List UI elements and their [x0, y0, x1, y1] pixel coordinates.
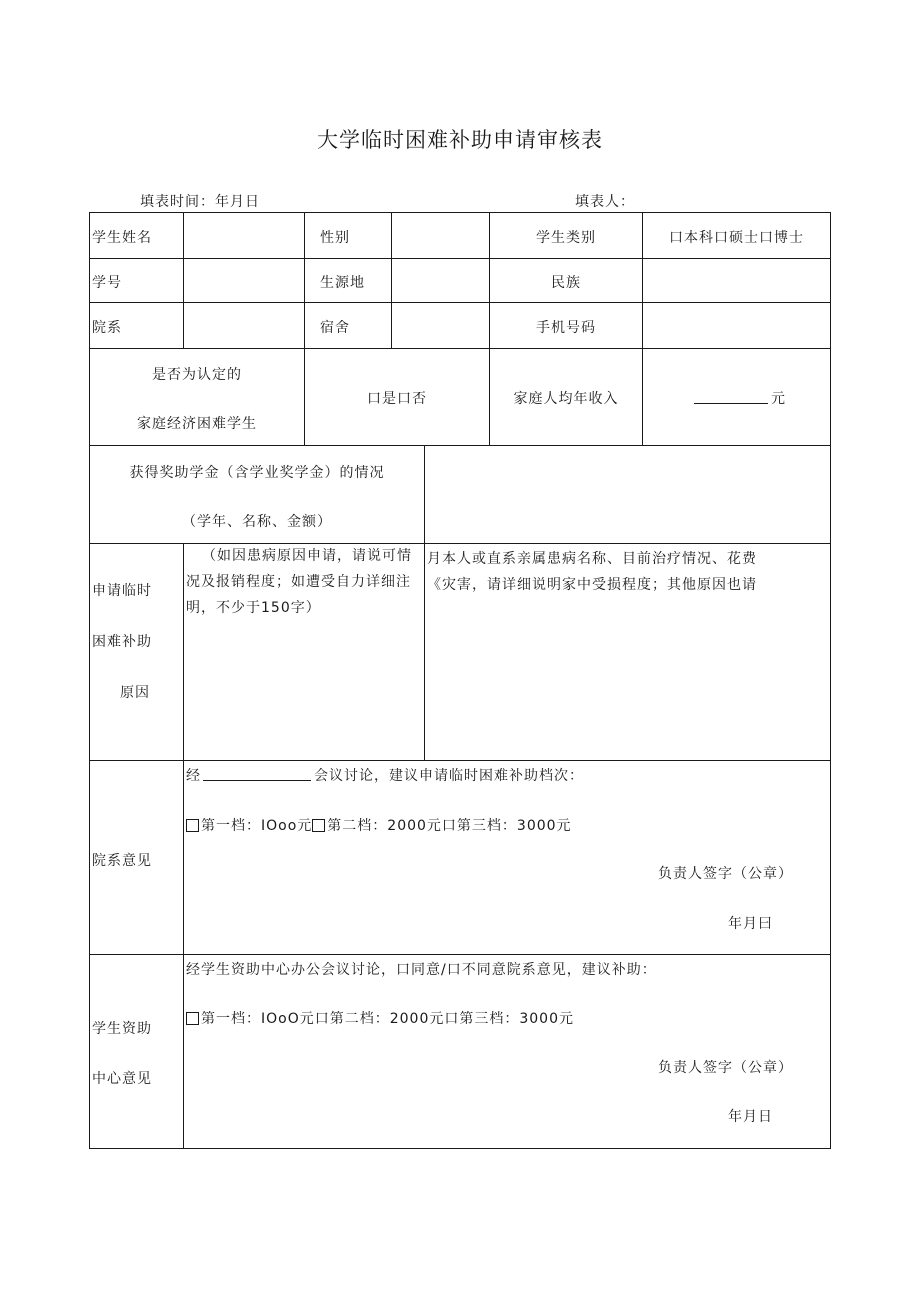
center-tier1-checkbox[interactable] — [186, 1012, 199, 1025]
col-divider — [391, 212, 392, 348]
col-divider — [183, 543, 184, 1149]
department-label: 院系 — [92, 320, 122, 336]
row-divider — [89, 760, 831, 761]
table-border-bottom — [89, 1148, 831, 1149]
student-name-label: 学生姓名 — [92, 230, 152, 246]
origin-label: 生源地 — [320, 275, 365, 291]
col-divider — [424, 445, 425, 760]
dept-line-prefix: 经 — [186, 768, 201, 784]
center-date-label: 年月日 — [728, 1109, 773, 1125]
student-type-options[interactable]: 口本科口硕士口博士 — [669, 230, 804, 246]
row-divider — [89, 445, 831, 446]
scholarship-label-line1: 获得奖助学金（含学业奖学金）的情况 — [129, 465, 385, 481]
dept-tier2-checkbox[interactable] — [312, 819, 325, 832]
reason-note-left: （如因患病原因申请，请说可情况及报销程度；如遭受自力详细注明，不少于150字） — [186, 548, 412, 616]
table-border-top — [89, 212, 831, 213]
page-title: 大学临时困难补助申请审核表 — [317, 128, 603, 152]
ethnicity-label: 民族 — [551, 275, 581, 291]
dept-tier1-checkbox[interactable] — [186, 819, 199, 832]
reason-label-line2: 困难补助 — [92, 634, 152, 650]
center-label-line2: 中心意见 — [92, 1071, 152, 1087]
col-divider — [183, 212, 184, 348]
origin-field[interactable] — [394, 261, 486, 300]
fill-time-label: 填表时间：年月日 — [140, 194, 260, 210]
dorm-field[interactable] — [394, 306, 486, 346]
income-blank[interactable] — [694, 403, 768, 404]
identified-label-line1: 是否为认定的 — [152, 367, 242, 383]
center-discussion-line: 经学生资助中心办公会议讨论，口同意/口不同意院系意见，建议补助： — [186, 962, 657, 978]
student-name-field[interactable] — [186, 216, 300, 256]
filler-label: 填表人： — [575, 194, 635, 210]
center-label-line1: 学生资助 — [92, 1021, 152, 1037]
ethnicity-field[interactable] — [646, 261, 826, 300]
dept-tier1-label: 第一档：IOoo元 — [201, 818, 313, 834]
reason-label-line3: 原因 — [120, 685, 150, 701]
dept-opinion-label: 院系意见 — [92, 853, 152, 869]
scholarship-label-line2: （学年、名称、金额） — [182, 514, 332, 530]
col-divider — [304, 212, 305, 445]
identified-options[interactable]: 口是口否 — [367, 391, 427, 407]
identified-label-line2: 家庭经济困难学生 — [137, 416, 257, 432]
dept-date-label: 年月曰 — [728, 916, 773, 932]
meeting-name-blank[interactable] — [203, 780, 311, 781]
table-border-left — [89, 212, 90, 1149]
reason-note-right-line1: 月本人或直系亲属患病名称、目前治疗情况、花费 — [427, 551, 757, 567]
row-divider — [89, 302, 831, 303]
center-tiers-label: 第一档：IOoO元口第二档：2000元口第三档：3000元 — [201, 1011, 574, 1027]
dept-signature-label: 负责人签字（公章） — [658, 866, 793, 882]
reason-note-right-line2: 《灾害，请详细说明家中受损程度；其他原因也请 — [427, 577, 757, 593]
student-id-field[interactable] — [186, 261, 300, 300]
table-border-right — [830, 212, 831, 1149]
gender-label: 性别 — [320, 230, 350, 246]
income-unit: 元 — [771, 391, 786, 407]
income-label: 家庭人均年收入 — [513, 391, 619, 407]
phone-field[interactable] — [646, 306, 826, 346]
center-signature-label: 负责人签字（公章） — [658, 1060, 793, 1076]
row-divider — [89, 954, 831, 955]
reason-label-line1: 申请临时 — [92, 583, 152, 599]
dept-tier2-label: 第二档：2000元口第三档：3000元 — [327, 818, 572, 834]
dorm-label: 宿舍 — [320, 320, 350, 336]
student-id-label: 学号 — [92, 275, 122, 291]
department-field[interactable] — [186, 306, 300, 346]
row-divider — [89, 258, 831, 259]
phone-label: 手机号码 — [536, 320, 596, 336]
dept-line-suffix: 会议讨论，建议申请临时困难补助档次： — [314, 768, 584, 784]
scholarship-field[interactable] — [428, 449, 827, 540]
student-type-label: 学生类别 — [536, 230, 596, 246]
row-divider — [89, 348, 831, 349]
gender-field[interactable] — [394, 216, 486, 256]
